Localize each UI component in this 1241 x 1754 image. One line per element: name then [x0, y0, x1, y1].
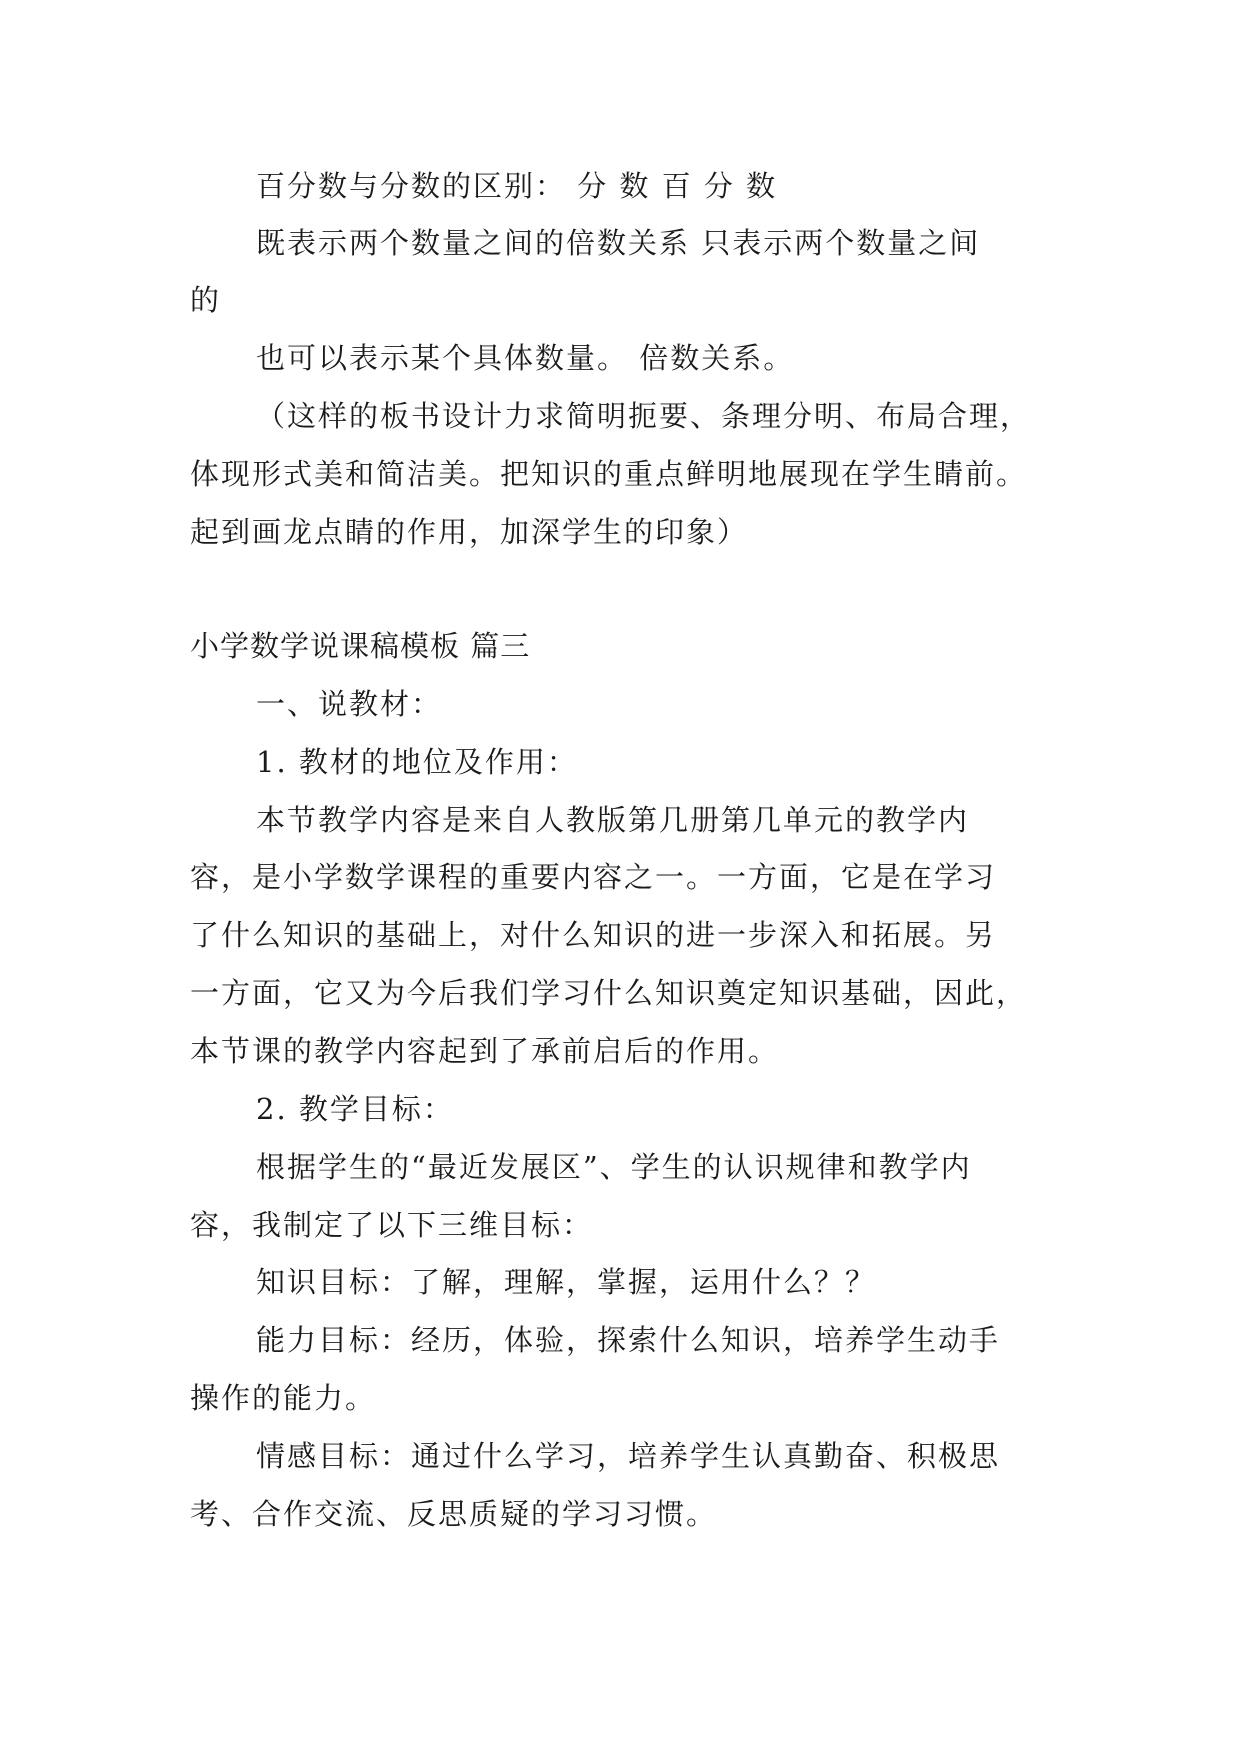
- text-line: 也可以表示某个具体数量。 倍数关系。: [256, 341, 795, 375]
- text-line: 百分数与分数的区别： 分 数 百 分 数: [256, 169, 778, 203]
- text-line: 了什么知识的基础上，对什么知识的进一步深入和拓展。另: [190, 918, 997, 952]
- text-line: 本节课的教学内容起到了承前启后的作用。: [190, 1034, 780, 1068]
- text-line: 考、合作交流、反思质疑的学习习惯。: [190, 1497, 718, 1531]
- text-line: 容，我制定了以下三维目标：: [190, 1208, 594, 1242]
- section-heading: 小学数学说课稿模板 篇三: [190, 629, 531, 663]
- text-line: 根据学生的“最近发展区”、学生的认识规律和教学内: [256, 1150, 972, 1184]
- subsection-heading: 2. 教学目标：: [256, 1092, 454, 1126]
- text-line: 容，是小学数学课程的重要内容之一。一方面，它是在学习: [190, 860, 997, 894]
- text-line: 操作的能力。: [190, 1381, 377, 1415]
- text-line: 本节教学内容是来自人教版第几册第几单元的教学内: [256, 803, 970, 837]
- subsection-heading: 1. 教材的地位及作用：: [256, 745, 578, 779]
- text-line: 起到画龙点睛的作用，加深学生的印象）: [190, 515, 749, 549]
- text-line: 既表示两个数量之间的倍数关系 只表示两个数量之间: [256, 226, 981, 260]
- subsection-heading: 一、说教材：: [256, 687, 443, 721]
- text-line: 的: [190, 283, 222, 317]
- text-line: （这样的板书设计力求简明扼要、条理分明、布局合理，: [256, 399, 1032, 433]
- text-line: 一方面，它又为今后我们学习什么知识奠定知识基础，因此，: [190, 976, 1028, 1010]
- text-line: 情感目标：通过什么学习，培养学生认真勤奋、积极思: [256, 1439, 1001, 1473]
- text-line: 知识目标：了解，理解，掌握，运用什么？？: [256, 1265, 877, 1299]
- text-line: 能力目标：经历，体验，探索什么知识，培养学生动手: [256, 1323, 1001, 1357]
- text-line: 体现形式美和简洁美。把知识的重点鲜明地展现在学生睛前。: [190, 457, 1028, 491]
